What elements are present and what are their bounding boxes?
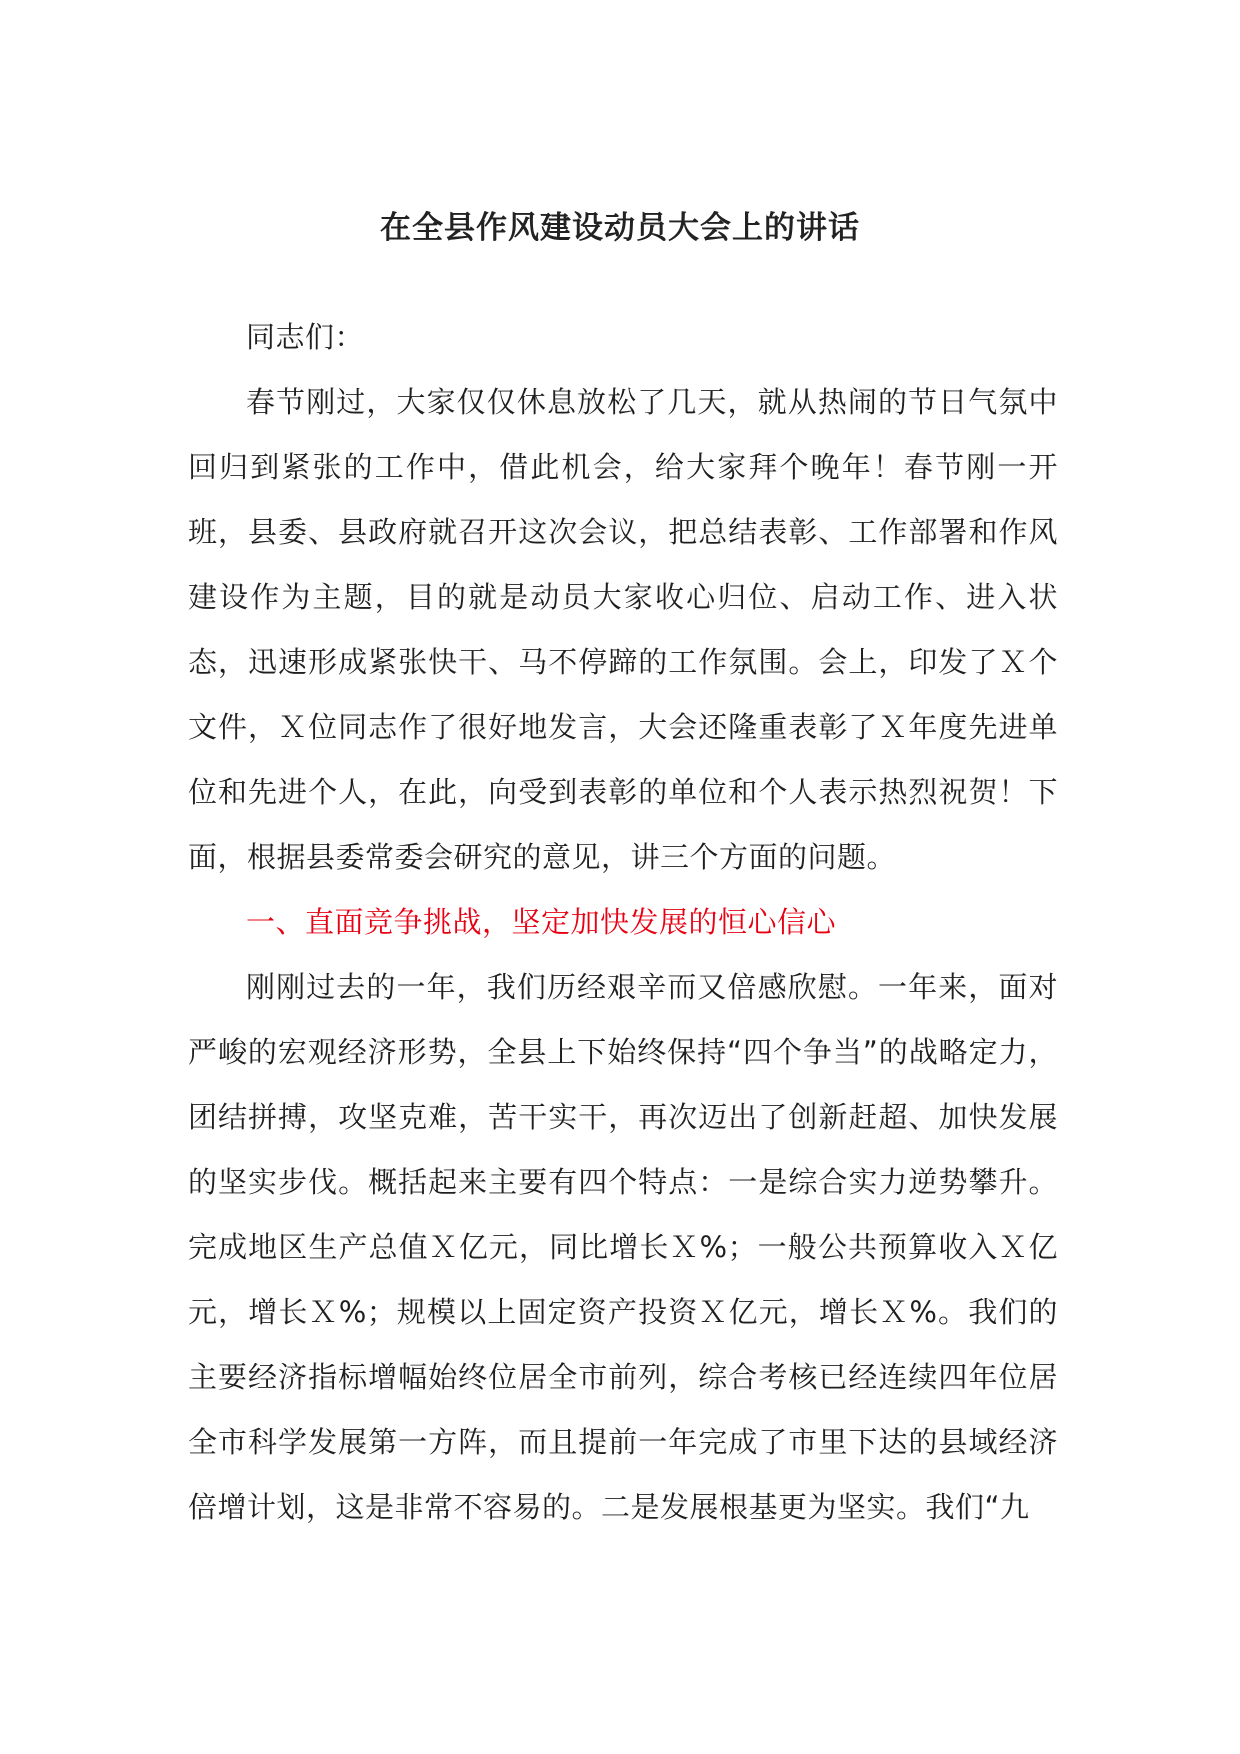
greeting-paragraph: 同志们： — [246, 320, 365, 354]
section-heading: 一、直面竞争挑战，坚定加快发展的恒心信心 — [246, 905, 837, 939]
intro-paragraph: 春节刚过，大家仅仅休息放松了几天，就从热闹的节日气氛中回归到紧张的工作中，借此机会，给大家拜个晚年！春节刚一开班，县委、县政府就召开这次会议，把总结表彰、工作部署和作风建设作为主题，目的就是动员大家收心归位、启动工作、进入状态，迅速形成紧张快干、马不停蹄的工作氛围。会上，印发了Ｘ个文件，Ｘ位同志作了很好地发言，大会还隆重表彰了Ｘ年度先进单位和先进个人，在此，向受到表彰的单位和个人表示热烈祝贺！下面，根据县委常委会研究的意见，讲三个方面的问题。 — [188, 385, 1058, 874]
document-title: 在全县作风建设动员大会上的讲话 — [380, 210, 860, 246]
document-body — [188, 305, 1058, 1540]
body-paragraph: 刚刚过去的一年，我们历经艰辛而又倍感欣慰。一年来，面对严峻的宏观经济形势，全县上下始终保持“四个争当”的战略定力，团结拼搏，攻坚克难，苦干实干，再次迈出了创新赶超、加快发展的坚实步伐。概括起来主要有四个特点：一是综合实力逆势攀升。完成地区生产总值Ｘ亿元，同比增长Ｘ%；一般公共预算收入Ｘ亿元，增长Ｘ%；规模以上固定资产投资Ｘ亿元，增长Ｘ%。我们的主要经济指标增幅始终位居全市前列，综合考核已经连续四年位居全市科学发展第一方阵，而且提前一年完成了市里下达的县域经济倍增计划，这是非常不容易的。二是发展根基更为坚实。我们“九 — [188, 970, 1058, 1524]
